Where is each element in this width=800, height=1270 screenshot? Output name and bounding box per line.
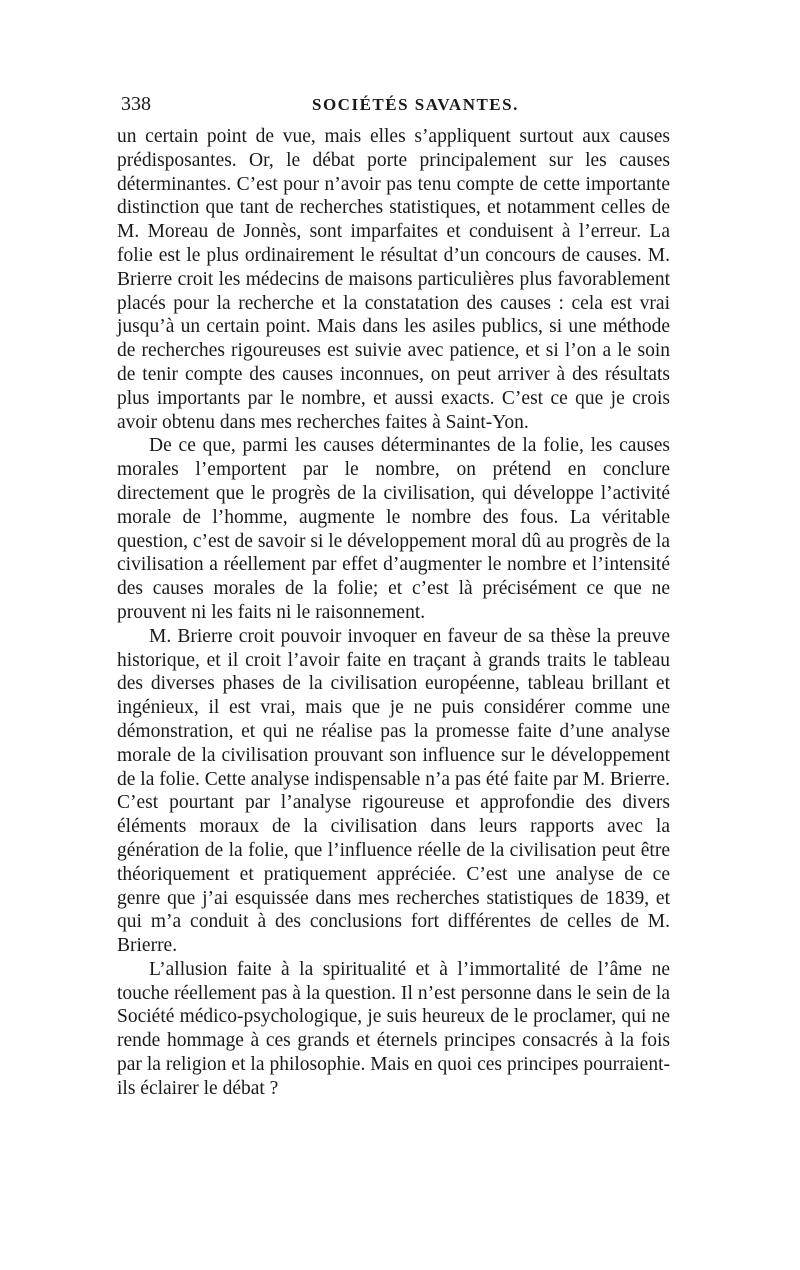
running-head: SOCIÉTÉS SAVANTES. [312,95,519,114]
page-header [117,92,670,122]
body-text [117,125,670,1101]
paragraph: M. Brierre croit pouvoir invoquer en faveur de sa thèse la preuve historique, et il croit l’avoir faite en traçant à grands traits le tableau des diverses phases de la civilisation européenne, tableau brillant et ingénieux, il est vrai, mais que je ne puis considérer comme une démonstration, et qui ne réalise pas la promesse faite d’une analyse morale de la civilisation prouvant son influence sur le développement de la folie. Cette analyse indispensable n’a pas été faite par M. Brierre. C’est pourtant par l’analyse rigoureuse et approfondie des divers éléments moraux de la civilisation dans leurs rapports avec la génération de la folie, que l’influence réelle de la civilisation peut être théoriquement et pratiquement appréciée. C’est une analyse de ce genre que j’ai esquissée dans mes recherches statistiques de 1839, et qui m’a conduit à des conclusions fort différentes de celles de M. Brierre. [117,625,670,957]
page-number: 338 [121,93,151,115]
book-page [117,92,670,1101]
paragraph: De ce que, parmi les causes déterminantes de la folie, les causes morales l’emportent par le nombre, on prétend en conclure directement que le progrès de la civilisation, qui développe l’activité morale de l’homme, augmente le nombre des fous. La véritable question, c’est de savoir si le développement moral dû au progrès de la civilisation a réellement par effet d’augmenter le nombre et l’intensité des causes morales de la folie; et c’est là précisément ce que ne prouvent ni les faits ni le raisonnement. [117,435,670,623]
paragraph-continued: un certain point de vue, mais elles s’appliquent surtout aux causes prédisposantes. Or, le débat porte principalement sur les causes déterminantes. C’est pour n’avoir pas tenu compte de cette importante distinction que tant de recherches statistiques, et notamment celles de M. Moreau de Jonnès, sont imparfaites et conduisent à l’erreur. La folie est le plus ordinairement le résultat d’un concours de causes. M. Brierre croit les médecins de maisons particulières plus favorablement placés pour la recherche et la constatation des causes : cela est vrai jusqu’à un certain point. Mais dans les asiles publics, si une méthode de recherches rigoureuses est suivie avec patience, et si l’on a le soin de tenir compte des causes inconnues, on peut arriver à des résultats plus importants par le nombre, et aussi exacts. C’est ce que je crois avoir obtenu dans mes recherches faites à Saint-Yon. [117,126,670,433]
paragraph: L’allusion faite à la spiritualité et à l’immortalité de l’âme ne touche réellement pas à la question. Il n’est personne dans le sein de la Société médico-psychologique, je suis heureux de le proclamer, qui ne rende hommage à ces grands et éternels principes consacrés à la fois par la religion et la philosophie. Mais en quoi ces principes pourraient-ils éclairer le débat ? [117,958,670,1099]
